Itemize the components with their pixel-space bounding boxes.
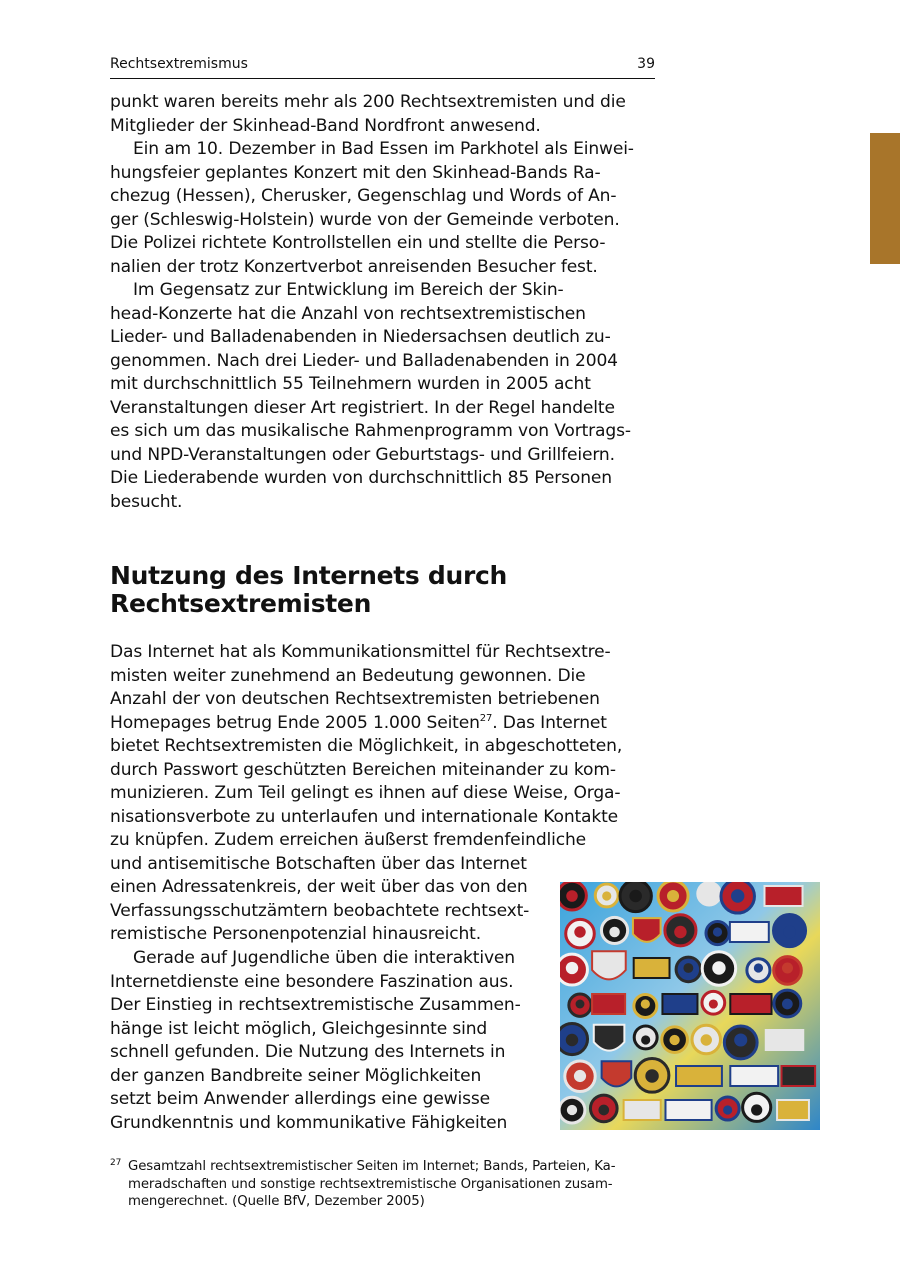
paragraph-liederabende (110, 279, 631, 514)
text-line: der ganzen Bandbreite seiner Möglichkeiten (110, 1065, 482, 1086)
text-line: Lieder- und Balladenabenden in Niedersachsen deutlich zu- (110, 327, 611, 347)
paragraph-internet-usage (110, 641, 622, 947)
page-number: 39 (637, 56, 655, 72)
footnote-text (128, 1158, 615, 1211)
patch-shield (594, 1025, 625, 1051)
patch-emblem (712, 961, 725, 974)
patch-emblem (754, 963, 763, 972)
text-line: besucht. (110, 491, 183, 512)
patch-emblem (567, 1105, 577, 1115)
text-line: und antisemitische Botschaften über das Internet (110, 853, 527, 874)
patch-emblem (782, 999, 793, 1010)
patch-shield (602, 1061, 632, 1086)
running-header (110, 54, 655, 79)
text-line: Verfassungsschutzämtern beobachtete rechtsext- (110, 900, 530, 921)
patch-emblem (566, 962, 578, 974)
patch-banner (777, 1100, 809, 1120)
text-line: punkt waren bereits mehr als 200 Rechtsextremisten und die (110, 92, 626, 112)
text-line: einen Adressatenkreis, der weit über das von den (110, 877, 528, 897)
text-line: Die Polizei richtete Kontrollstellen ein und stellte die Perso- (110, 233, 606, 253)
patch-emblem (734, 1033, 747, 1046)
patch-emblem (598, 1105, 609, 1116)
patch-emblem (629, 890, 642, 903)
patch-emblem (669, 1035, 679, 1045)
footnote-number: 27 (110, 1158, 122, 1168)
patch-emblem (641, 999, 650, 1008)
patch-shield (592, 951, 626, 979)
text-line: chezug (Hessen), Cherusker, Gegenschlag und Words of An- (110, 186, 617, 206)
text-line: Der Einstieg in rechtsextremistische Zusammen- (110, 995, 521, 1015)
text-line: hänge ist leicht möglich, Gleichgesinnte sind (110, 1018, 488, 1039)
text-line: setzt beim Anwender allerdings eine gewisse (110, 1089, 490, 1109)
text-line: Gerade auf Jugendliche üben die interaktiven (133, 948, 515, 968)
patch-banner (624, 1100, 661, 1120)
footnote-line: meradschaften und sonstige rechtsextremistische Organisationen zusam- (128, 1176, 613, 1192)
chapter-thumb-tab (870, 133, 900, 264)
text-line: remistische Personenpotenzial hinausreicht. (110, 924, 482, 944)
text-line: Das Internet hat als Kommunikationsmittel für Rechtsextre- (110, 642, 611, 662)
patch-emblem (667, 890, 679, 902)
patch-emblem (683, 963, 693, 973)
patch-shield (633, 918, 661, 942)
patch-banner (730, 922, 769, 942)
patch-banner (730, 994, 771, 1014)
patch-emblem (731, 889, 744, 902)
text-line: mit durchschnittlich 55 Teilnehmern wurden in 2005 acht (110, 374, 591, 394)
paragraph-skinhead-concert-end (110, 91, 626, 138)
patch-banner (764, 886, 802, 906)
patch-emblem (705, 891, 714, 900)
text-line: munizieren. Zum Teil gelingt es ihnen auf diese Weise, Orga- (110, 783, 621, 803)
patch-emblem (674, 926, 686, 938)
heading-line: Rechtsextremisten (110, 589, 372, 618)
text-line: Internetdienste eine besondere Faszination aus. (110, 971, 514, 992)
patches-collage-graphic (560, 882, 820, 1130)
text-line (110, 712, 622, 736)
patch-banner (662, 994, 697, 1014)
patch-emblem (723, 1105, 732, 1114)
text-line: Die Liederabende wurden von durchschnittlich 85 Personen (110, 468, 612, 488)
text-line: Ein am 10. Dezember in Bad Essen im Parkhotel als Einwei- (133, 139, 634, 159)
patch-banner (782, 1066, 816, 1086)
patch-emblem (751, 1104, 762, 1115)
paragraph-bad-essen (110, 138, 634, 279)
footnote-line: mengerechnet. (Quelle BfV, Dezember 2005) (128, 1194, 425, 1209)
patch-emblem (576, 1000, 585, 1009)
text-line: bietet Rechtsextremisten die Möglichkeit, in abgeschotteten, (110, 736, 623, 756)
text-line: hungsfeier geplantes Konzert mit den Skinhead-Bands Ra- (110, 162, 601, 183)
text-fragment: . Das Internet (492, 712, 607, 733)
footnote-reference: 27 (479, 712, 493, 724)
patch-emblem (574, 926, 585, 937)
patch-banner (676, 1066, 722, 1086)
footnote-line: Gesamtzahl rechtsextremistischer Seiten im Internet; Bands, Parteien, Ka- (128, 1159, 616, 1174)
patch-banner (766, 1030, 803, 1050)
patch-emblem (713, 927, 722, 936)
text-fragment: Homepages betrug Ende 2005 1.000 Seiten (110, 712, 480, 733)
text-line: ger (Schleswig-Holstein) wurde von der Gemeinde verboten. (110, 209, 620, 230)
patch-banner (665, 1100, 711, 1120)
text-line: misten weiter zunehmend an Bedeutung gewonnen. Die (110, 665, 586, 686)
heading-line: Nutzung des Internets durch (110, 561, 508, 590)
patch-emblem (641, 1035, 650, 1044)
text-line: Im Gegensatz zur Entwicklung im Bereich der Skin- (133, 280, 564, 300)
text-line: Grundkenntnis und kommunikative Fähigkeiten (110, 1112, 508, 1133)
patch-banner (592, 994, 625, 1014)
patch-emblem (609, 927, 619, 937)
patch-banner (634, 958, 670, 978)
text-line: nalien der trotz Konzertverbot anreisenden Besucher fest. (110, 256, 598, 277)
text-line: Mitglieder der Skinhead-Band Nordfront anwesend. (110, 115, 541, 136)
text-line: genommen. Nach drei Lieder- und Balladenabenden in 2004 (110, 350, 618, 371)
patch-emblem (566, 1034, 578, 1046)
patch-banner (730, 1066, 778, 1086)
patch-emblem (783, 926, 796, 939)
patch-emblem (602, 891, 611, 900)
paragraph-youth-internet (110, 947, 521, 1135)
text-line: nisationsverbote zu unterlaufen und internationale Kontakte (110, 806, 619, 827)
patch-emblem (645, 1069, 658, 1082)
text-line: zu knüpfen. Zudem erreichen äußerst fremdenfeindliche (110, 830, 587, 850)
patch-emblem (709, 999, 718, 1008)
text-line: Veranstaltungen dieser Art registriert. In der Regel handelte (110, 397, 615, 418)
text-line: und NPD-Veranstaltungen oder Geburtstags- und Grillfeiern. (110, 444, 615, 465)
text-line: durch Passwort geschützten Bereichen miteinander zu kom- (110, 759, 616, 780)
running-title: Rechtsextremismus (110, 56, 248, 72)
patches-collage-photo (560, 882, 820, 1130)
text-line: schnell gefunden. Die Nutzung des Internets in (110, 1042, 506, 1062)
text-line: es sich um das musikalische Rahmenprogramm von Vortrags- (110, 421, 631, 441)
patch-emblem (782, 962, 793, 973)
text-line: head-Konzerte hat die Anzahl von rechtsextremistischen (110, 303, 586, 324)
section-heading (110, 562, 507, 618)
patch-emblem (566, 890, 577, 901)
patch-emblem (574, 1070, 586, 1082)
text-line: Anzahl der von deutschen Rechtsextremisten betriebenen (110, 689, 600, 709)
patch-emblem (701, 1034, 712, 1045)
